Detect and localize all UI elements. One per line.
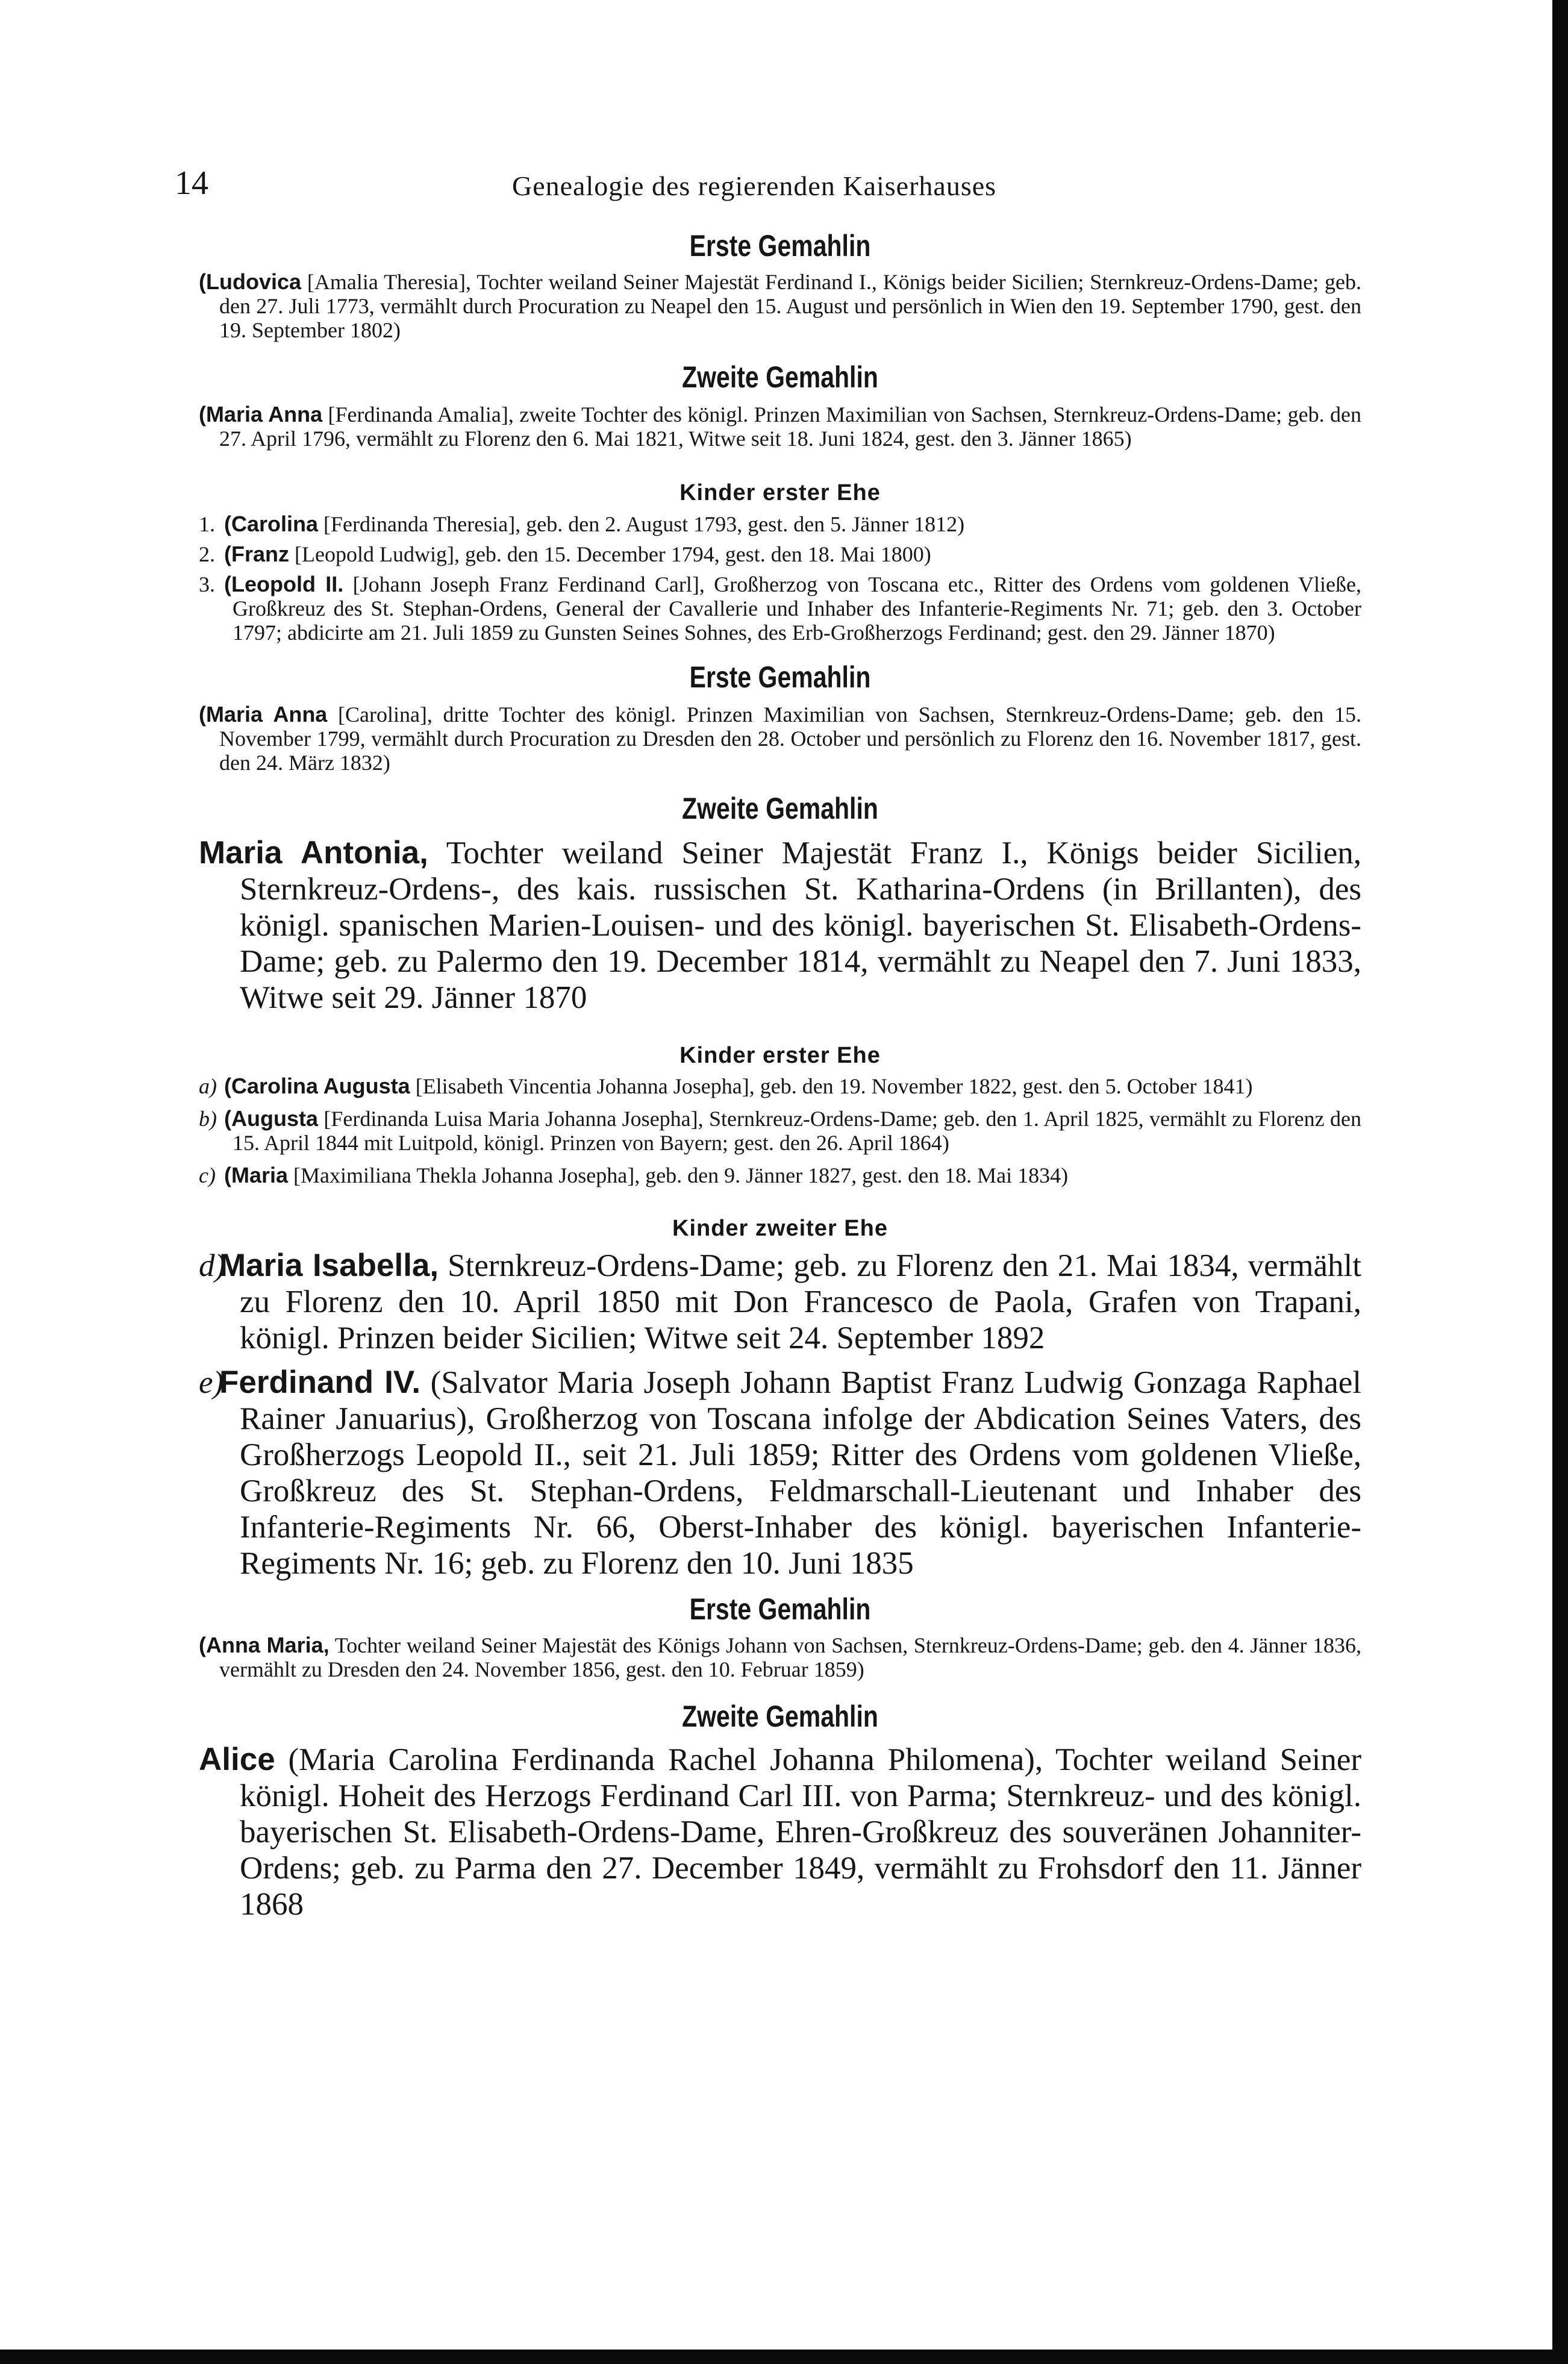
spouse-entry [199,402,1361,451]
entry-text: [Ferdinanda Theresia], geb. den 2. August 1793, gest. den 5. Jänner 1812) [318,511,965,536]
entry-text: [Maximiliana Thekla Johanna Josepha], geb. den 9. Jänner 1827, gest. den 18. Mai 1834) [288,1163,1069,1188]
running-header [175,164,1379,212]
person-name: (Augusta [224,1106,318,1131]
scan-border-bottom [0,2350,1568,2364]
child-entry [199,512,1361,536]
section-heading: Erste Gemahlin [689,1592,871,1626]
entry-text: [Elisabeth Vincentia Johanna Josepha], geb. den 19. November 1822, gest. den 5. October 1841) [410,1074,1253,1099]
entry-label: e) [199,1365,224,1400]
section-heading: Erste Gemahlin [689,660,871,694]
child-entry [199,1163,1361,1187]
entry-text: [Amalia Theresia], Tochter weiland Seiner Majestät Ferdinand I., Königs beider Sicilien; Sternkreuz-Ordens-Dame; geb. den 27. Juli 1773, vermählt durch Procuration zu Neapel den 15. August und persönlich in Wien den 19. September 1790, gest. den 19. September 1802) [219,270,1361,342]
entry-text: [Ferdinanda Amalia], zweite Tochter des königl. Prinzen Maximilian von Sachsen, Sternkreuz-Ordens-Dame; geb. den 27. April 1796, vermählt zu Florenz den 6. Mai 1821, Witwe seit 18. Juni 1824, gest. den 3. Jänner 1865) [219,402,1361,451]
child-entry [199,1107,1361,1155]
person-name: (Maria Anna [199,402,323,427]
section-heading: Zweite Gemahlin [682,1699,878,1733]
section-heading: Erste Gemahlin [689,229,871,263]
child-entry [199,572,1361,645]
entry-label: b) [199,1107,217,1131]
child-entry [199,542,1361,566]
page-number: 14 [175,164,208,202]
person-name: (Maria [224,1163,289,1188]
entry-label: c) [199,1163,216,1188]
entry-text: (Maria Carolina Ferdinanda Rachel Johanna Philomena), Tochter weiland Seiner königl. Hoheit des Herzogs Ferdinand Carl III. von Parma; Sternkreuz- und des königl. bayerischen St. Elisabeth-Ordens-Dame, Ehren-Großkreuz des souveränen Johanniter-Ordens; geb. zu Parma den 27. December 1849, vermählt zu Frohsdorf den 11. Jänner 1868 [240,1742,1361,1922]
person-name: Maria Isabella, [219,1247,439,1283]
person-name: (Leopold II. [224,571,344,596]
person-name: Ferdinand IV. [219,1364,421,1400]
person-name: Alice [199,1741,275,1777]
entry-label: a) [199,1074,217,1099]
entry-text: [Ferdinanda Luisa Maria Johanna Josepha], Sternkreuz-Ordens-Dame; geb. den 1. April 1825, vermählt zu Florenz den 15. April 1844 mit Luitpold, königl. Prinzen von Bayern; gest. den 26. April 1864) [233,1107,1361,1155]
entry-text: Tochter weiland Seiner Majestät Franz I., Königs beider Sicilien, Sternkreuz-Ordens-, des kais. russischen St. Katharina-Ordens (in Brillanten), des königl. spanischen Marien-Louisen- und des königl. bayerischen St. Elisabeth-Ordens-Dame; geb. zu Palermo den 19. December 1814, vermählt zu Neapel den 7. Juni 1833, Witwe seit 29. Jänner 1870 [240,835,1361,1015]
spouse-entry [199,270,1361,342]
scan-border-right [1552,0,1568,2364]
child-entry [199,1248,1361,1356]
spouse-entry [199,1633,1361,1681]
entry-text: [Leopold Ludwig], geb. den 15. December 1794, gest. den 18. Mai 1800) [289,542,931,566]
person-name: (Maria Anna [199,701,328,727]
child-entry [199,1074,1361,1098]
running-title: Genealogie des regierenden Kaiserhauses [512,170,997,201]
spouse-entry [199,835,1361,1016]
entry-text: [Johann Joseph Franz Ferdinand Carl], Großherzog von Toscana etc., Ritter des Ordens vom goldenen Vließe, Großkreuz des St. Stephan-Ordens, General der Cavallerie und Inhaber des Infanterie-Regiments Nr. 71; geb. den 3. October 1797; abdicirte am 21. Juli 1859 zu Gunsten Seines Sohnes, des Erb-Großherzogs Ferdinand; gest. den 29. Jänner 1870) [233,572,1361,645]
entry-label: 1. [199,511,215,536]
person-name: (Anna Maria, [199,1632,330,1657]
section-heading: Zweite Gemahlin [682,360,878,394]
section-heading: Kinder erster Ehe [679,1042,881,1068]
entry-text: Tochter weiland Seiner Majestät des Königs Johann von Sachsen, Sternkreuz-Ordens-Dame; geb. den 4. Jänner 1836, vermählt zu Dresden den 24. November 1856, gest. den 10. Februar 1859) [219,1633,1361,1681]
entry-text: Sternkreuz-Ordens-Dame; geb. zu Florenz den 21. Mai 1834, vermählt zu Florenz den 10. April 1850 mit Don Francesco de Paola, Grafen von Trapani, königl. Prinzen beider Sicilien; Witwe seit 24. September 1892 [240,1248,1362,1356]
child-entry [199,1365,1361,1581]
person-name: (Carolina [224,511,319,536]
section-heading: Kinder erster Ehe [679,480,881,505]
spouse-entry [199,702,1361,775]
person-name: (Franz [224,541,289,566]
entry-label: d) [199,1248,226,1283]
entry-text: [Carolina], dritte Tochter des königl. Prinzen Maximilian von Sachsen, Sternkreuz-Ordens-Dame; geb. den 15. November 1799, vermählt durch Procuration zu Dresden den 28. October und persönlich zu Florenz den 16. November 1817, gest. den 24. März 1832) [219,702,1362,775]
person-name: (Ludovica [199,269,302,294]
person-name: (Carolina Augusta [224,1074,410,1099]
section-heading: Zweite Gemahlin [682,791,878,825]
person-name: Maria Antonia, [199,834,428,871]
section-heading: Kinder zweiter Ehe [672,1216,888,1242]
spouse-entry [163,1742,1361,1922]
page-body [199,223,1361,1922]
entry-text: (Salvator Maria Joseph Johann Baptist Franz Ludwig Gonzaga Raphael Rainer Januarius), Großherzog von Toscana infolge der Abdication Seines Vaters, des Großherzogs Leopold II., seit 21. Juli 1859; Ritter des Ordens vom goldenen Vließe, Großkreuz des St. Stephan-Ordens, Feldmarschall-Lieutenant und Inhaber des Infanterie-Regiments Nr. 66, Oberst-Inhaber des königl. bayerischen Infanterie-Regiments Nr. 16; geb. zu Florenz den 10. Juni 1835 [240,1365,1361,1581]
entry-label: 3. [199,572,215,596]
entry-label: 2. [199,542,215,566]
